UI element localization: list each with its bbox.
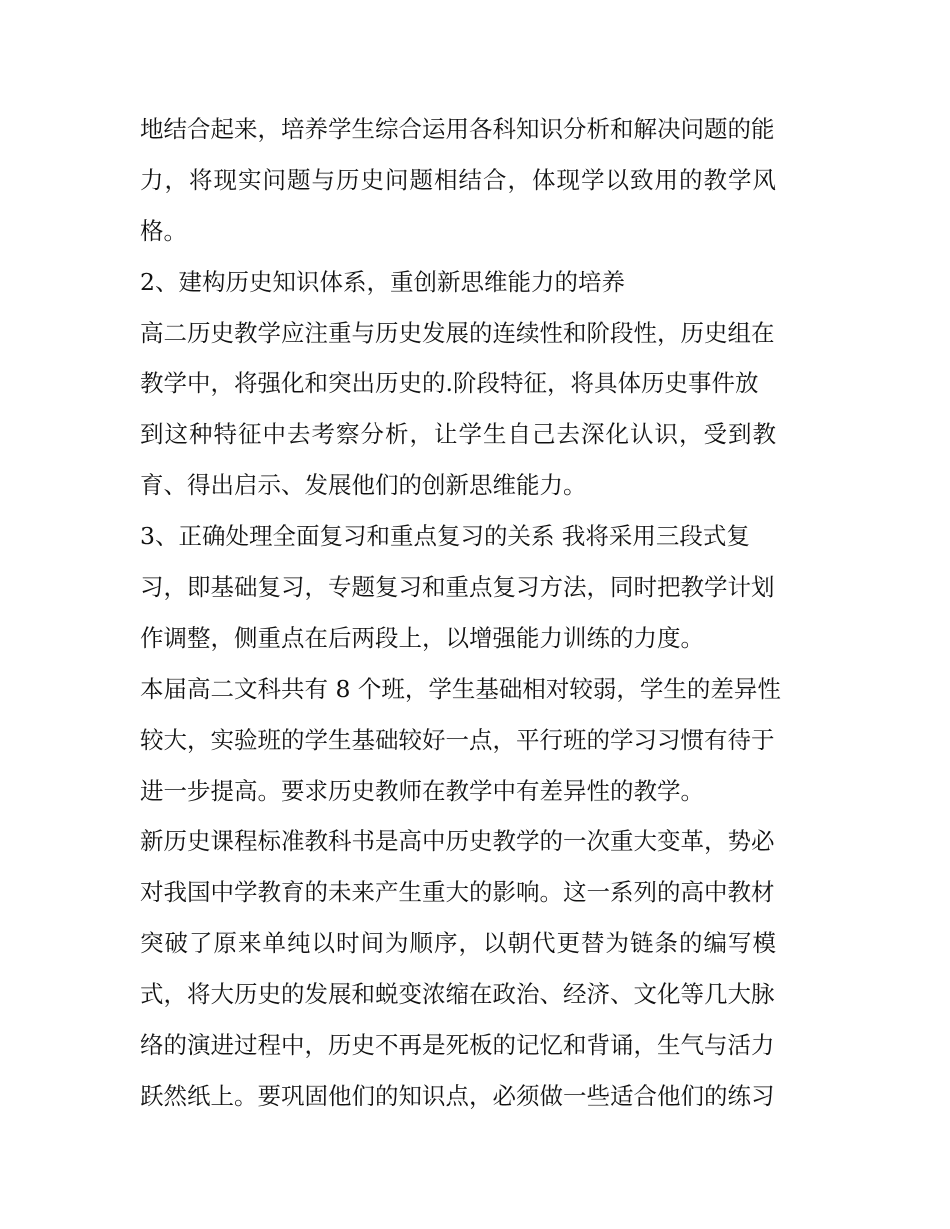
text-line: 高二历史教学应注重与历史发展的连续性和阶段性，历史组在 bbox=[140, 318, 775, 347]
text-line: 力，将现实问题与历史问题相结合，体现学以致用的教学风 bbox=[140, 165, 777, 194]
text-line: 本届高二文科共有 8 个班，学生基础相对较弱，学生的差异性 bbox=[140, 674, 781, 703]
text-line: 习，即基础复习，专题复习和重点复习方法，同时把教学计划 bbox=[140, 573, 775, 602]
text-line: 突破了原来单纯以时间为顺序，以朝代更替为链条的编写模 bbox=[140, 929, 777, 958]
section-heading: 2、建构历史知识体系，重创新思维能力的培养 bbox=[140, 267, 625, 296]
text-line: 较大，实验班的学生基础较好一点，平行班的学习习惯有待于 bbox=[140, 725, 775, 754]
text-line: 格。 bbox=[140, 216, 187, 245]
text-line: 育、得出启示、发展他们的创新思维能力。 bbox=[140, 471, 587, 500]
text-line: 式，将大历史的发展和蜕变浓缩在政治、经济、文化等几大脉 bbox=[140, 980, 775, 1009]
text-line: 到这种特征中去考察分析，让学生自己去深化认识，受到教 bbox=[140, 420, 777, 449]
section-heading: 3、正确处理全面复习和重点复习的关系 我将采用三段式复 bbox=[140, 522, 750, 551]
text-line: 新历史课程标准教科书是高中历史教学的一次重大变革，势必 bbox=[140, 827, 775, 856]
text-line: 跃然纸上。要巩固他们的知识点，必须做一些适合他们的练习 bbox=[140, 1081, 775, 1110]
text-line: 络的演进过程中，历史不再是死板的记忆和背诵，生气与活力 bbox=[140, 1031, 775, 1060]
body-text bbox=[140, 104, 820, 1122]
text-line: 对我国中学教育的未来产生重大的影响。这一系列的高中教材 bbox=[140, 878, 775, 907]
text-line: 作调整，侧重点在后两段上，以增强能力训练的力度。 bbox=[140, 623, 704, 652]
text-line: 进一步提高。要求历史教师在教学中有差异性的教学。 bbox=[140, 776, 704, 805]
text-line: 地结合起来，培养学生综合运用各科知识分析和解决问题的能 bbox=[140, 115, 775, 143]
text-line: 教学中，将强化和突出历史的.阶段特征，将具体历史事件放 bbox=[140, 369, 759, 398]
